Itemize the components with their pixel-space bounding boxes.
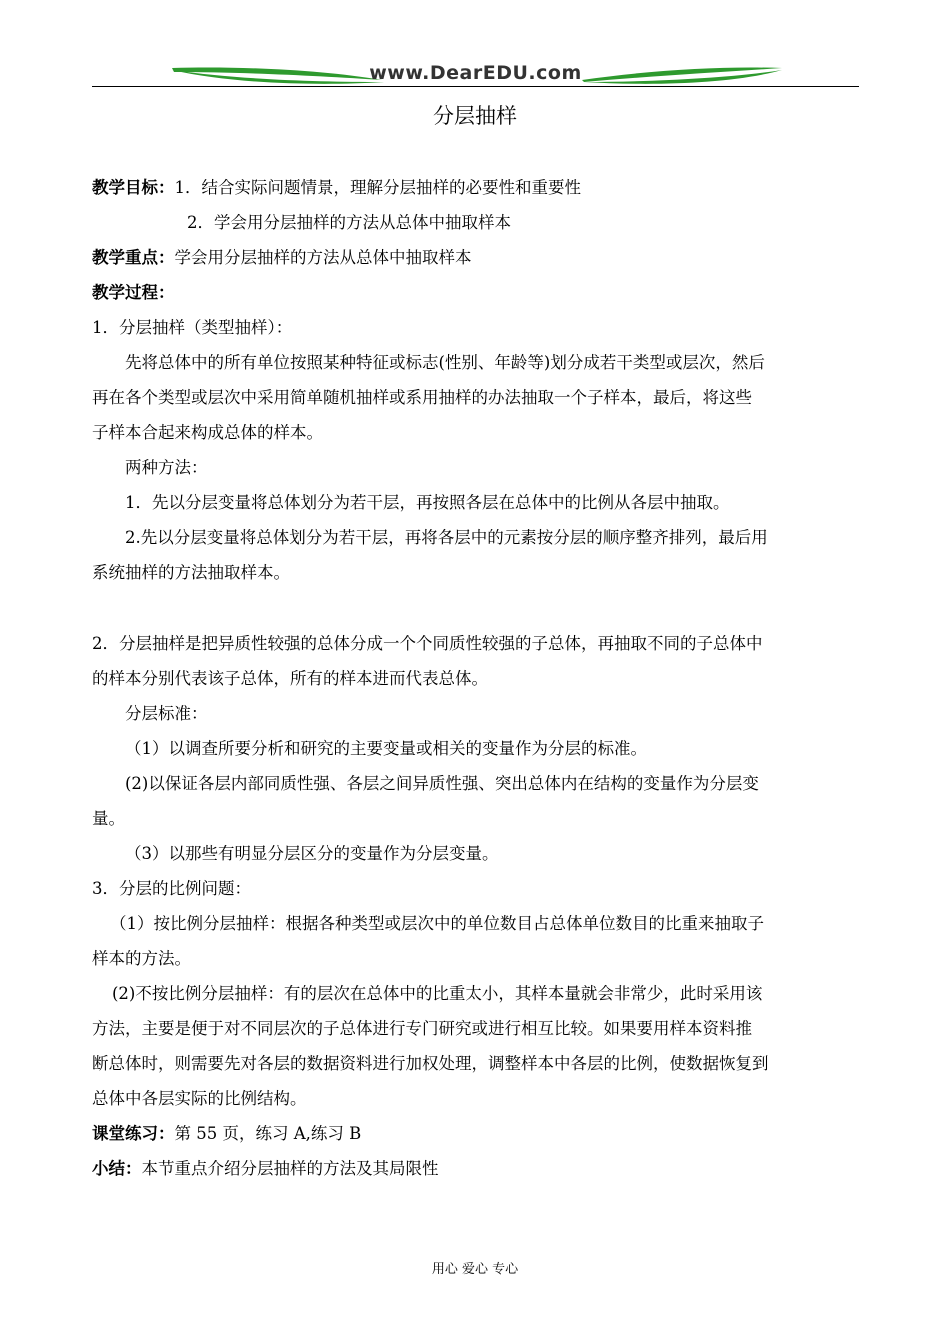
page-footer: 用心 爱心 专心	[431, 1262, 519, 1277]
criteria-label: 分层标准：	[125, 704, 208, 723]
section1-para-line-1: 先将总体中的所有单位按照某种特征或标志(性别、年龄等)划分成若干类型或层次，然后	[125, 353, 765, 372]
header-rule	[92, 86, 859, 87]
process-label: 教学过程：	[92, 283, 175, 302]
focus-line	[92, 240, 862, 275]
practice-line	[92, 1116, 862, 1151]
goals-label: 教学目标：	[92, 178, 175, 197]
criterion-2-line-2: 量。	[92, 809, 125, 828]
method-1: 1．先以分层变量将总体划分为若干层，再按照各层在总体中的比例从各层中抽取。	[125, 493, 730, 512]
practice-text: 第 55 页，练习 A,练习 B	[174, 1124, 362, 1143]
page-title: 分层抽样	[433, 104, 517, 128]
section2-line-1: 2．分层抽样是把异质性较强的总体分成一个个同质性较强的子总体，再抽取不同的子总体中	[92, 634, 763, 653]
focus-label: 教学重点：	[92, 248, 175, 267]
spacer	[92, 590, 862, 626]
ratio-2-line-2: 方法，主要是便于对不同层次的子总体进行专门研究或进行相互比较。如果要用样本资料推	[92, 1019, 752, 1038]
section3-heading: 3．分层的比例问题：	[92, 879, 251, 898]
section1-para-line-3: 子样本合起来构成总体的样本。	[92, 423, 323, 442]
ratio-2-line-3: 断总体时，则需要先对各层的数据资料进行加权处理，调整样本中各层的比例，使数据恢复到	[92, 1054, 769, 1073]
focus-text: 学会用分层抽样的方法从总体中抽取样本	[174, 248, 472, 267]
document-body	[92, 170, 862, 1186]
method-2-line-2: 系统抽样的方法抽取样本。	[92, 563, 290, 582]
methods-label: 两种方法：	[125, 458, 208, 477]
summary-label: 小结：	[92, 1159, 142, 1178]
goals-line-1	[92, 170, 862, 205]
section2-line-2: 的样本分别代表该子总体，所有的样本进而代表总体。	[92, 669, 488, 688]
ratio-1-line-1: （1）按比例分层抽样：根据各种类型或层次中的单位数目占总体单位数目的比重来抽取子	[110, 914, 764, 933]
criterion-1: （1）以调查所要分析和研究的主要变量或相关的变量作为分层的标准。	[125, 739, 647, 758]
goals-item-1: 1．结合实际问题情景，理解分层抽样的必要性和重要性	[174, 178, 581, 197]
ratio-2-line-1: (2)不按比例分层抽样：有的层次在总体中的比重太小，其样本量就会非常少，此时采用该	[112, 984, 763, 1003]
criterion-2-line-1: (2)以保证各层内部同质性强、各层之间异质性强、突出总体内在结构的变量作为分层变	[125, 774, 759, 793]
ratio-2-line-4: 总体中各层实际的比例结构。	[92, 1089, 307, 1108]
summary-text: 本节重点介绍分层抽样的方法及其局限性	[141, 1159, 439, 1178]
summary-line	[92, 1151, 862, 1186]
section1-heading: 1．分层抽样（类型抽样）：	[92, 318, 293, 337]
ratio-1-line-2: 样本的方法。	[92, 949, 191, 968]
site-name[interactable]: www.DearEDU.com	[369, 62, 582, 84]
section1-para-line-2: 再在各个类型或层次中采用简单随机抽样或系用抽样的办法抽取一个子样本，最后，将这些	[92, 388, 752, 407]
method-2-line-1: 2.先以分层变量将总体划分为若干层，再将各层中的元素按分层的顺序整齐排列，最后用	[125, 528, 768, 547]
criterion-3: （3）以那些有明显分层区分的变量作为分层变量。	[125, 844, 499, 863]
practice-label: 课堂练习：	[92, 1124, 175, 1143]
goals-item-2: 2．学会用分层抽样的方法从总体中抽取样本	[187, 213, 511, 232]
